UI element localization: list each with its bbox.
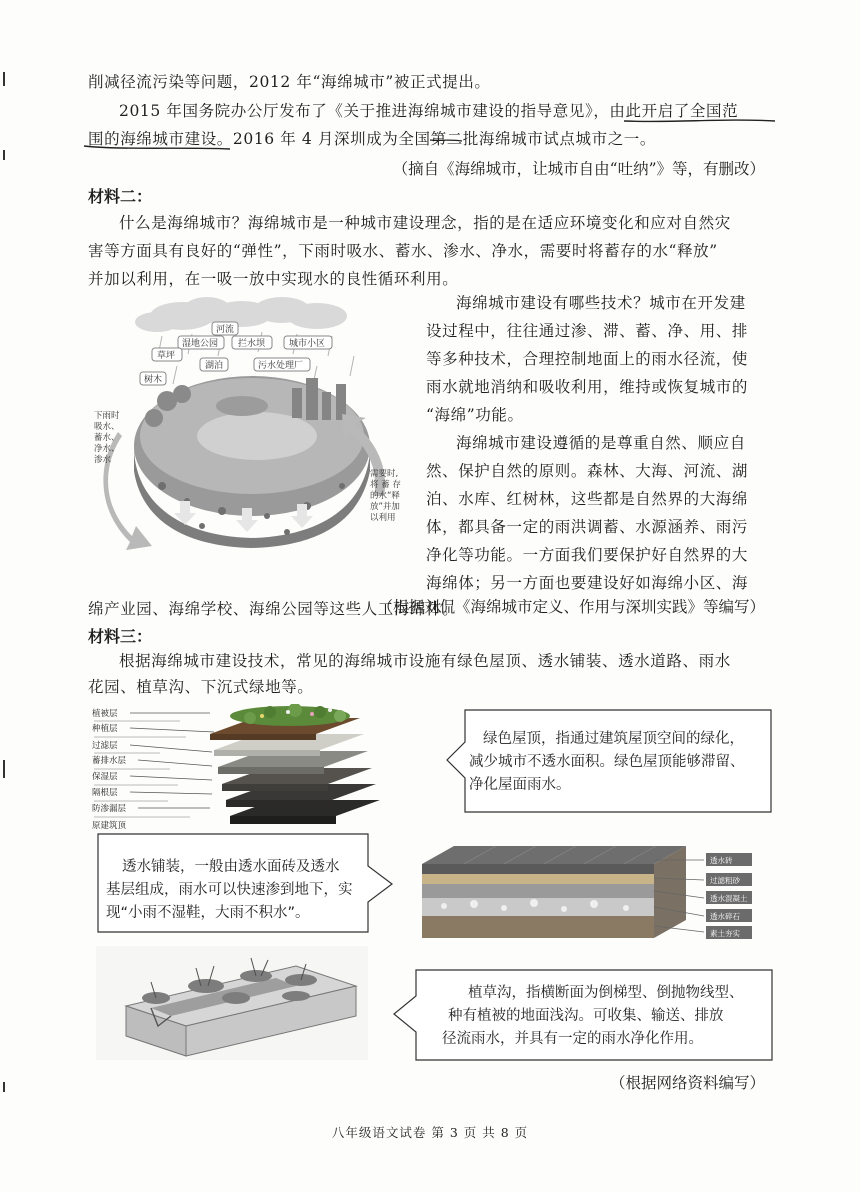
- paving-layer-label: 透水混凝土: [710, 894, 748, 903]
- roof-layer-label: 植被层: [92, 709, 118, 719]
- m2-para1-line1: 什么是海绵城市？海绵城市是一种城市建设理念，指的是在适应环境变化和应对自然灾: [119, 214, 731, 232]
- release-note-line: 将 蓄 存: [370, 480, 401, 490]
- label-community: 城市小区: [289, 339, 326, 349]
- paving-caption-line: 透水铺装，一般由透水面砖及透水: [122, 859, 340, 875]
- m2-para3-line: 泊、水库、红树林，这些都是自然界的大海绵: [426, 490, 749, 508]
- rain-note-line: 渗水: [94, 455, 112, 465]
- roof-layer-label: 隔根层: [92, 788, 118, 798]
- label-dam: 拦水坝: [238, 339, 266, 349]
- scan-margin-mark: [3, 150, 5, 160]
- swale-caption-line: 植草沟，指横断面为倒梯型、倒抛物线型、: [468, 985, 744, 1001]
- m2-para2-line: “海绵”功能。: [426, 406, 524, 424]
- material-3-heading: 材料三：: [88, 627, 153, 646]
- m2-para3-line: 海绵体；另一方面也要建设好如海绵小区、海: [426, 574, 749, 592]
- material-2-heading: 材料二：: [88, 187, 153, 206]
- roof-layer-label: 过滤层: [92, 741, 118, 751]
- m2-para1-line3: 并加以利用，在一吸一放中实现水的良性循环利用。: [88, 270, 459, 288]
- grass-swale-callout: [392, 968, 776, 1064]
- paving-layer-label: 素土夯实: [710, 929, 740, 938]
- permeable-paving-callout: [96, 832, 396, 936]
- scan-margin-mark: [3, 1082, 5, 1092]
- permeable-paving-diagram: [404, 836, 776, 946]
- intro-end-line: 削减径流污染等问题，2012 年“海绵城市”被正式提出。: [88, 73, 491, 91]
- release-note-line: 的水“释: [370, 491, 400, 501]
- release-note-line: 以利用: [370, 513, 396, 523]
- paving-caption-line: 现“小雨不湿鞋，大雨不积水”。: [106, 905, 310, 921]
- label-lake: 湖泊: [205, 361, 224, 371]
- roof-layer-label: 原建筑顶: [92, 821, 127, 831]
- m2-para3-line: 然、保护自然的原则。森林、大海、河流、湖: [426, 462, 749, 480]
- m2-para3-line: 净化等功能。一方面我们要保护好自然界的大: [426, 546, 749, 564]
- policy-line-2: 围的海绵城市建设。2016 年 4 月深圳成为全国第二批海绵城市试点城市之一。: [88, 130, 656, 148]
- paving-layer-label: 透水砖: [710, 856, 733, 865]
- release-note-line: 需要时,: [370, 469, 399, 479]
- source-2: （根据刘侃《海绵城市定义、作用与深圳实践》等编写）: [377, 598, 765, 616]
- label-trees: 树木: [144, 375, 163, 385]
- paving-layer-label: 过滤粗砂: [710, 876, 740, 885]
- policy-line-1: 2015 年国务院办公厅发布了《关于推进海绵城市建设的指导意见》，由此开启了全国范: [119, 102, 739, 120]
- scan-margin-mark: [3, 72, 5, 86]
- green-roof-caption-line: 绿色屋顶，指通过建筑屋顶空间的绿化，: [483, 731, 744, 747]
- m2-para2-line: 设过程中，往往通过渗、滞、蓄、净、用、排: [426, 322, 749, 340]
- m3-para-line1: 根据海绵城市建设技术，常见的海绵城市设施有绿色屋顶、透水铺装、透水道路、雨水: [119, 652, 731, 670]
- rain-note-line: 净水、: [94, 444, 120, 454]
- green-roof-diagram: [90, 704, 386, 836]
- sponge-city-diagram: [92, 296, 410, 564]
- green-roof-caption-line: 净化屋面雨水。: [469, 777, 571, 793]
- label-wetland: 湿地公园: [182, 339, 219, 349]
- paving-caption-line: 基层组成，雨水可以快速渗到地下，实: [106, 882, 353, 898]
- green-roof-callout: [445, 708, 775, 818]
- m2-para2-line: 雨水就地消纳和吸收利用，维持或恢复城市的: [426, 378, 749, 396]
- m2-para3-end: 绵产业园、海绵学校、海绵公园等这些人工海绵体。: [88, 600, 459, 618]
- rain-note-line: 蓄水、: [94, 433, 120, 443]
- grass-swale-diagram: [96, 946, 368, 1060]
- swale-caption-line: 种有植被的地面浅沟。可收集、输送、排放: [448, 1008, 724, 1024]
- source-1: （摘自《海绵城市，让城市自由“吐纳”》等，有删改）: [392, 160, 765, 178]
- m2-para2-line: 海绵城市建设有哪些技术？城市在开发建: [456, 294, 746, 312]
- rain-note-line: 下雨时: [94, 411, 120, 421]
- roof-layer-label: 防渗漏层: [92, 804, 127, 814]
- green-roof-caption-line: 减少城市不透水面积。绿色屋顶能够滞留、: [469, 754, 745, 770]
- swale-caption-line: 径流雨水，并具有一定的雨水净化作用。: [442, 1031, 703, 1047]
- m3-para-line2: 花园、植草沟、下沉式绿地等。: [88, 678, 314, 696]
- label-sewage: 污水处理厂: [258, 361, 304, 371]
- roof-layer-label: 种植层: [92, 724, 118, 734]
- m2-para3-line: 体，都具备一定的雨洪调蓄、水源涵养、雨污: [426, 518, 749, 536]
- m2-para3-line: 海绵城市建设遵循的是尊重自然、顺应自: [456, 434, 746, 452]
- page-footer: 八年级语文试卷 第 3 页 共 8 页: [331, 1125, 529, 1140]
- release-note-line: 放”并加: [370, 502, 400, 512]
- source-3: （根据网络资料编写）: [609, 1074, 765, 1092]
- m2-para1-line2: 害等方面具有良好的“弹性”，下雨时吸水、蓄水、渗水、净水，需要时将蓄存的水“释放”: [88, 242, 718, 260]
- m2-para2-line: 等多种技术，合理控制地面上的雨水径流，使: [426, 350, 749, 368]
- roof-layer-label: 保湿层: [92, 772, 118, 782]
- roof-layer-label: 蓄排水层: [92, 756, 127, 766]
- scan-margin-mark: [3, 760, 5, 778]
- rain-note-line: 吸水、: [94, 422, 120, 432]
- paving-layer-label: 透水碎石: [710, 912, 740, 921]
- label-lawn: 草坪: [157, 351, 176, 361]
- label-river: 河流: [216, 325, 235, 335]
